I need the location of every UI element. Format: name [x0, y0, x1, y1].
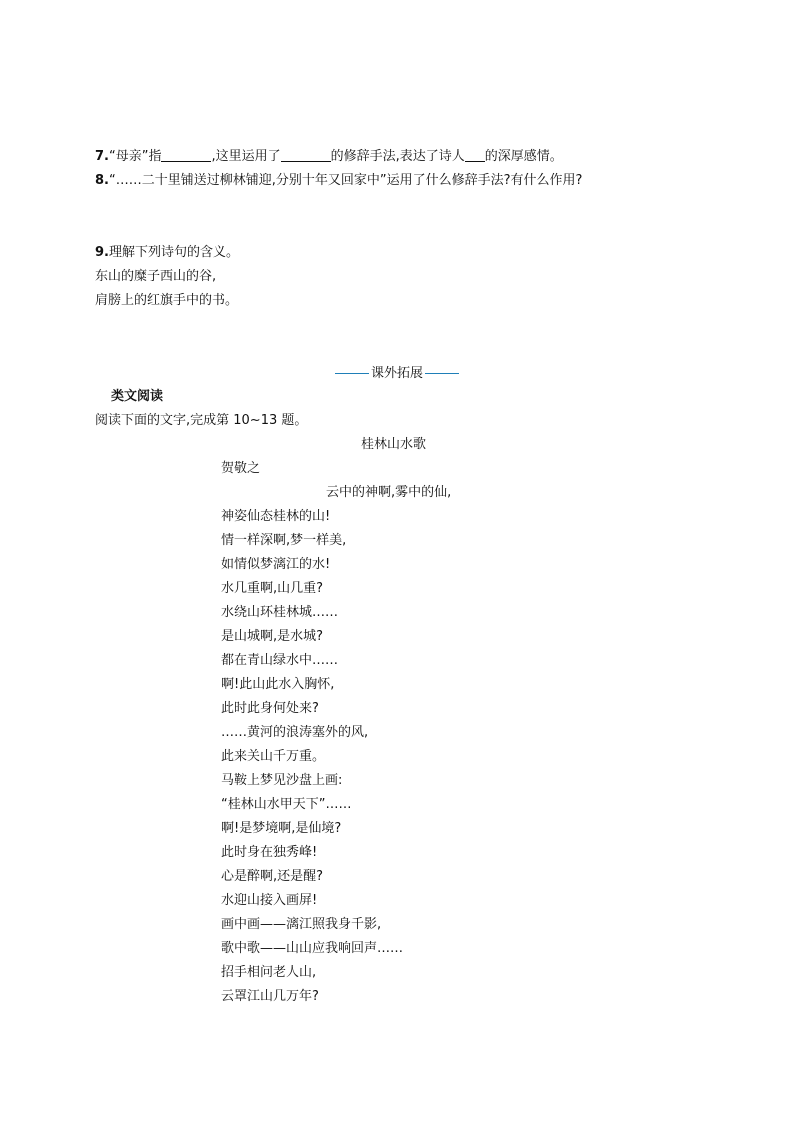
section-rule-left [335, 373, 369, 374]
poem-line: 情一样深啊,梦一样美, [221, 533, 347, 548]
section-subtitle: 类文阅读 [111, 389, 164, 404]
reading-instruction: 阅读下面的文字,完成第 10~13 题。 [95, 413, 308, 428]
answer-blank [281, 149, 331, 162]
poem-line: 水迎山接入画屏! [221, 893, 318, 908]
poem-line: 啊!此山此水入胸怀, [221, 677, 335, 692]
question-9 [95, 245, 239, 261]
poem-line: 云中的神啊,雾中的仙, [326, 485, 452, 500]
question-number: 8. [95, 173, 109, 188]
poem-line: 马鞍上梦见沙盘上画: [221, 773, 343, 788]
section-header [333, 366, 461, 382]
poem-line: ……黄河的浪涛塞外的风, [221, 725, 369, 740]
poem-line: 啊!是梦境啊,是仙境? [221, 821, 342, 836]
poem-line: 心是醉啊,还是醒? [221, 869, 324, 884]
question-8 [95, 173, 582, 189]
question-number: 7. [95, 149, 109, 164]
section-rule-right [425, 373, 459, 374]
poem-line: 歌中歌——山山应我响回声…… [221, 941, 404, 956]
poem-line: 如情似梦漓江的水! [221, 557, 331, 572]
question-text: ,这里运用了 [211, 149, 281, 164]
quoted-verse-line: 东山的糜子西山的谷, [95, 269, 217, 284]
question-text: 的修辞手法,表达了诗人 [330, 149, 465, 164]
poem-line: 都在青山绿水中…… [221, 653, 339, 668]
poem-title: 桂林山水歌 [361, 437, 427, 452]
answer-blank [465, 149, 485, 162]
poem-author: 贺敬之 [221, 461, 261, 476]
poem-line: “桂林山水甲天下”…… [221, 797, 352, 812]
poem-line: 招手相问老人山, [221, 965, 317, 980]
question-text: “……二十里铺送过柳林铺迎,分别十年又回家中”运用了什么修辞手法?有什么作用? [108, 173, 583, 188]
question-text: 的深厚感情。 [484, 149, 563, 164]
quoted-verse-line: 肩膀上的红旗手中的书。 [95, 293, 239, 308]
poem-line: 画中画——漓江照我身千影, [221, 917, 382, 932]
poem-line: 此时身在独秀峰! [221, 845, 318, 860]
poem-line: 云罩江山几万年? [221, 989, 319, 1004]
poem-line: 此来关山千万重。 [221, 749, 326, 764]
poem-line: 是山城啊,是水城? [221, 629, 324, 644]
poem-line: 神姿仙态桂林的山! [221, 509, 331, 524]
question-number: 9. [95, 245, 109, 260]
answer-blank [161, 149, 211, 162]
question-text: “母亲”指 [108, 149, 162, 164]
question-7 [95, 149, 563, 165]
poem-line: 水绕山环桂林城…… [221, 605, 339, 620]
question-text: 理解下列诗句的含义。 [108, 245, 239, 260]
poem-line: 水几重啊,山几重? [221, 581, 324, 596]
section-title: 课外拓展 [371, 366, 424, 381]
poem-line: 此时此身何处来? [221, 701, 319, 716]
